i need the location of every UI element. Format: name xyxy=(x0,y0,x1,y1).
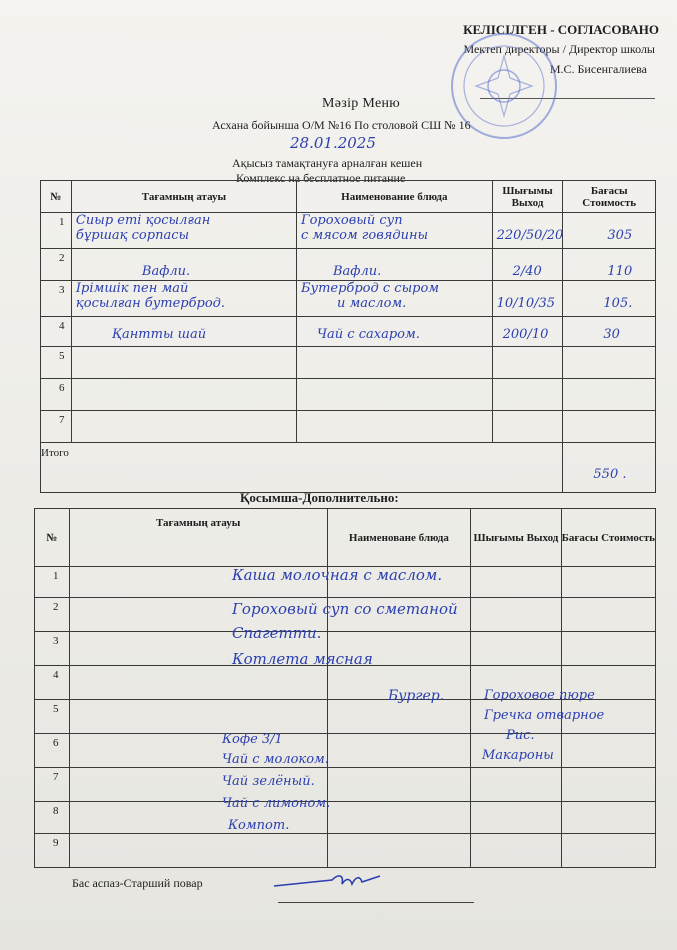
approval-director: Мектеп директоры / Директор школы xyxy=(463,42,655,56)
row-number: 5 xyxy=(35,700,70,734)
col-output: Шығымы Выход xyxy=(471,509,561,567)
dish-name-kz: қосылған бутерброд. xyxy=(75,296,226,311)
dish-output: 10/10/35 xyxy=(496,296,556,311)
col-price: Бағасы Стоимость xyxy=(561,509,655,567)
table-row xyxy=(35,768,656,802)
total-value: 550 . xyxy=(593,467,627,482)
row-number: 7 xyxy=(41,411,72,443)
free-meal-kz: Ақысыз тамақтануға арналған кешен xyxy=(232,156,423,170)
extra-section-title: Қосымша-Дополнительно: xyxy=(240,490,399,505)
col-name-kz: Тағамның атауы xyxy=(69,509,327,567)
col-name-ru: Наименование блюда xyxy=(296,181,492,213)
extra-side-note: Гороховое пюре xyxy=(484,688,595,703)
extra-item: Гороховый суп со сметаной xyxy=(232,600,458,618)
col-number: № xyxy=(41,181,72,213)
approval-title: КЕЛІСІЛГЕН - СОГЛАСОВАНО xyxy=(463,22,659,37)
table-row xyxy=(41,379,656,411)
row-number: 5 xyxy=(41,347,72,379)
extra-item: Бургер. xyxy=(388,688,445,704)
main-menu-table xyxy=(40,180,656,493)
col-name-kz: Тағамның атауы xyxy=(71,181,296,213)
row-number: 9 xyxy=(35,834,70,868)
row-number: 4 xyxy=(35,666,70,700)
dish-price: 30 xyxy=(603,327,620,342)
chef-label: Бас аспаз-Старший повар xyxy=(72,876,203,890)
extra-item: Котлета мясная xyxy=(232,650,373,668)
chef-signature-line xyxy=(278,902,474,903)
dish-name-kz: бұршақ сорпасы xyxy=(75,228,190,243)
dish-name-kz: Вафли. xyxy=(141,264,191,279)
extra-item: Каша молочная с маслом. xyxy=(232,566,443,584)
menu-subtitle: Асхана бойынша О/М №16 По столовой СШ № 16 xyxy=(212,118,471,132)
table-row xyxy=(41,411,656,443)
signature-icon xyxy=(272,870,382,894)
dish-name-ru: Гороховый суп xyxy=(300,213,403,228)
table-row xyxy=(41,281,656,317)
extra-side-note: Гречка отварное xyxy=(484,708,605,723)
col-price: Бағасы Стоимость xyxy=(563,181,656,213)
table-row xyxy=(35,834,656,868)
menu-date: 28.01.2025 xyxy=(290,134,376,152)
dish-price: 305 xyxy=(607,228,633,243)
dish-name-ru: Чай с сахаром. xyxy=(316,327,420,342)
dish-price: 105. xyxy=(603,296,633,311)
row-number: 2 xyxy=(41,249,72,281)
dish-output: 200/10 xyxy=(502,327,549,342)
table-row xyxy=(35,734,656,768)
dish-name-kz: Сиыр еті қосылған xyxy=(75,213,211,228)
row-number: 2 xyxy=(35,598,70,632)
dish-name-ru: с мясом говядины xyxy=(300,228,429,243)
approval-name: М.С. Бисенгалиева xyxy=(549,62,647,76)
row-number: 6 xyxy=(35,734,70,768)
extra-item: Чай с лимоном. xyxy=(222,796,331,811)
row-number: 6 xyxy=(41,379,72,411)
free-meal-ru: Комплекс на бесплатное питание xyxy=(236,171,406,185)
row-number: 3 xyxy=(35,632,70,666)
dish-name-ru: и маслом. xyxy=(336,296,407,311)
main-table-header xyxy=(41,181,656,213)
dish-name-ru: Бутерброд с сыром xyxy=(300,281,440,296)
table-row xyxy=(35,802,656,834)
table-row xyxy=(41,213,656,249)
row-number: 4 xyxy=(41,317,72,347)
extra-table-header xyxy=(35,509,656,567)
row-number: 1 xyxy=(35,567,70,598)
dish-name-kz: Ірімшік пен май xyxy=(75,281,189,296)
extra-side-note: Компот. xyxy=(228,818,290,833)
extra-side-note: Кофе 3/1 xyxy=(222,732,283,747)
row-number: 7 xyxy=(35,768,70,802)
total-label: Итого xyxy=(41,443,563,493)
extra-item: Спагетти. xyxy=(232,624,322,642)
dish-price: 110 xyxy=(607,264,633,279)
extra-side-note: Макароны xyxy=(482,748,554,763)
dish-output: 2/40 xyxy=(512,264,542,279)
col-number: № xyxy=(35,509,70,567)
extra-item: Чай с молоком. xyxy=(222,752,329,767)
col-name-ru: Наименоване блюда xyxy=(327,509,471,567)
row-number: 8 xyxy=(35,802,70,834)
table-row xyxy=(41,249,656,281)
extra-item: Чай зелёный. xyxy=(222,774,315,789)
row-number: 1 xyxy=(41,213,72,249)
dish-name-kz: Қантты шай xyxy=(111,327,207,342)
col-output: Шығымы Выход xyxy=(492,181,563,213)
dish-output: 220/50/20 xyxy=(496,228,564,243)
menu-heading: Мәзір Меню xyxy=(322,96,401,111)
row-number: 3 xyxy=(41,281,72,317)
table-row xyxy=(41,347,656,379)
extra-side-note: Рис. xyxy=(506,728,535,743)
total-row xyxy=(41,443,656,493)
dish-name-ru: Вафли. xyxy=(332,264,382,279)
table-row xyxy=(41,317,656,347)
